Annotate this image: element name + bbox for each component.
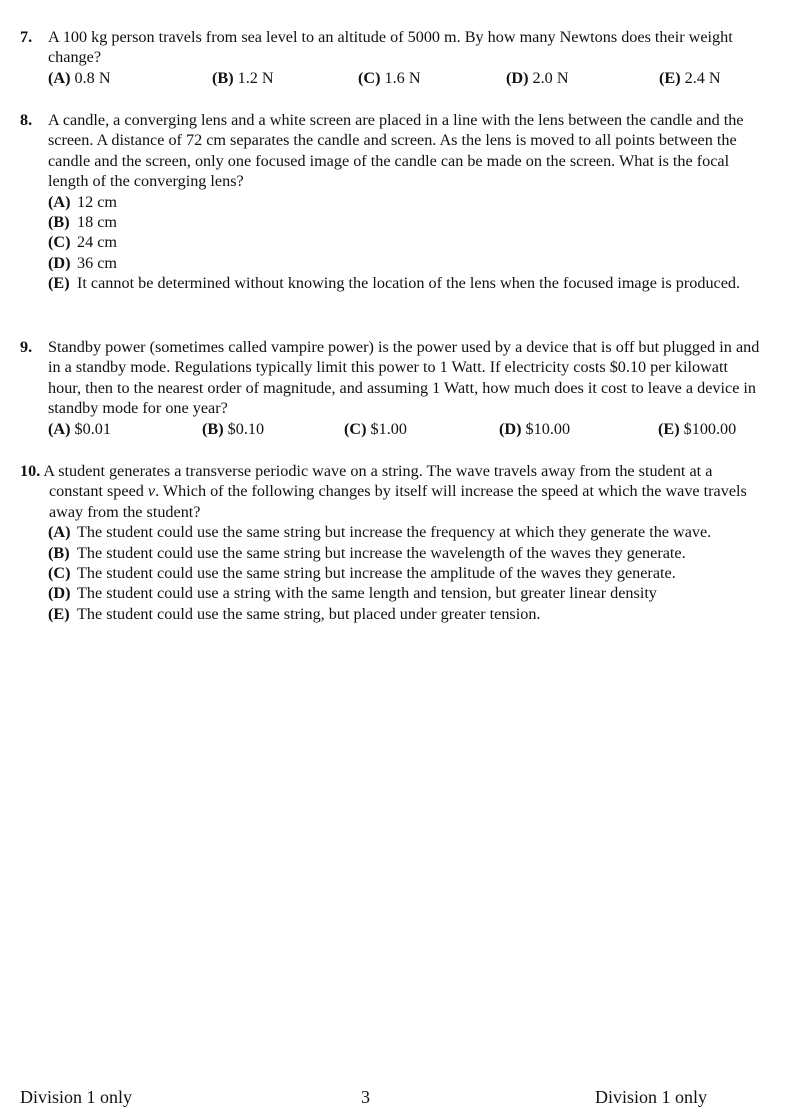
option-c — [48, 563, 760, 583]
option-text: It cannot be determined without knowing the location of the lens when the focused image is produced. — [77, 274, 741, 293]
option-label: (A) — [48, 523, 71, 542]
option-label: (C) — [358, 68, 381, 87]
option-text: 36 cm — [77, 253, 118, 272]
option-text: 1.6 N — [384, 68, 421, 87]
question-stem-before: A student generates a transverse periodic wave on a string. The wave travels away from the student at a constant speed — [43, 462, 713, 501]
option-a — [48, 522, 760, 542]
answer-options — [48, 522, 760, 624]
page-number: 3 — [361, 1087, 370, 1107]
option-label: (C) — [48, 233, 71, 252]
option-label: (E) — [48, 604, 70, 623]
option-label: (C) — [48, 564, 71, 583]
question-stem: Standby power (sometimes called vampire power) is the power used by a device that is off but plugged in and in a standby mode. Regulations typically limit this power to 1 Watt. If electricity costs $0.10 per kilowatt hour, then to the nearest order of magnitude, and assuming 1 Watt, how much does it cost to leave a device in standby mode for one year? — [48, 338, 760, 418]
question-number: 7. — [20, 28, 33, 46]
option-text: $0.10 — [227, 419, 265, 438]
option-text: 24 cm — [77, 233, 118, 252]
option-label: (E) — [48, 274, 70, 293]
option-d — [506, 68, 659, 88]
option-text: 2.0 N — [532, 68, 569, 87]
option-e — [659, 68, 721, 88]
option-e — [48, 604, 760, 624]
option-text: The student could use the same string but increase the frequency at which they generate the wave. — [77, 523, 712, 542]
option-label: (B) — [202, 419, 224, 438]
option-text: 2.4 N — [684, 68, 721, 87]
option-text: The student could use the same string, but placed under greater tension. — [77, 604, 541, 623]
option-b — [48, 212, 760, 232]
option-text: $0.01 — [74, 419, 111, 438]
option-text: $10.00 — [525, 419, 571, 438]
question-stem: A 100 kg person travels from sea level to an altitude of 5000 m. By how many Newtons does their weight change? — [48, 28, 733, 67]
option-d — [48, 583, 760, 603]
footer-left: Division 1 only — [20, 1087, 133, 1107]
speed-variable: v — [147, 482, 156, 501]
option-b — [48, 543, 760, 563]
option-b — [212, 68, 358, 88]
option-d — [499, 419, 658, 439]
option-text: $1.00 — [370, 419, 407, 438]
option-label: (A) — [48, 419, 71, 438]
option-a — [48, 192, 760, 212]
question-number: 8. — [20, 111, 33, 129]
question-9 — [20, 337, 760, 439]
question-number: 9. — [20, 338, 33, 356]
answer-options — [48, 419, 760, 439]
option-e — [658, 419, 736, 439]
option-label: (D) — [499, 419, 522, 438]
question-10 — [20, 461, 760, 624]
option-c — [48, 232, 760, 252]
option-label: (A) — [48, 192, 71, 211]
option-label: (C) — [344, 419, 367, 438]
option-label: (B) — [48, 543, 70, 562]
option-text: 1.2 N — [237, 68, 274, 87]
option-label: (B) — [48, 213, 70, 232]
option-a — [48, 419, 202, 439]
question-8 — [20, 110, 760, 294]
question-stem: A candle, a converging lens and a white screen are placed in a line with the lens between the candle and the screen. A distance of 72 cm separates the candle and screen. As the lens is moved to all points between the candle and the screen, only one focused image of the candle can be made on the screen. What is the focal length of the converging lens? — [48, 111, 744, 191]
option-text: $100.00 — [683, 419, 737, 438]
option-label: (E) — [659, 68, 681, 87]
question-stem — [20, 461, 760, 522]
option-a — [48, 68, 212, 88]
option-text: The student could use a string with the same length and tension, but greater linear density — [77, 584, 657, 603]
option-label: (B) — [212, 68, 234, 87]
option-text: The student could use the same string but increase the wavelength of the waves they generate. — [77, 543, 686, 562]
option-text: 12 cm — [77, 192, 118, 211]
footer-right: Division 1 only — [595, 1087, 708, 1107]
question-stem-after: . Which of the following changes by itself will increase the speed at which the wave travels away from the student? — [49, 482, 747, 521]
option-text: The student could use the same string but increase the amplitude of the waves they generate. — [77, 564, 676, 583]
answer-options — [48, 192, 760, 294]
option-b — [202, 419, 344, 439]
option-c — [344, 419, 499, 439]
option-label: (D) — [48, 253, 71, 272]
option-label: (D) — [506, 68, 529, 87]
option-c — [358, 68, 506, 88]
option-e — [48, 273, 760, 293]
question-7 — [20, 27, 760, 88]
question-number: 10. — [20, 462, 41, 480]
option-text: 18 cm — [77, 213, 118, 232]
option-d — [48, 253, 760, 273]
option-label: (A) — [48, 68, 71, 87]
option-text: 0.8 N — [74, 68, 111, 87]
answer-options — [48, 68, 760, 88]
option-label: (D) — [48, 584, 71, 603]
option-label: (E) — [658, 419, 680, 438]
